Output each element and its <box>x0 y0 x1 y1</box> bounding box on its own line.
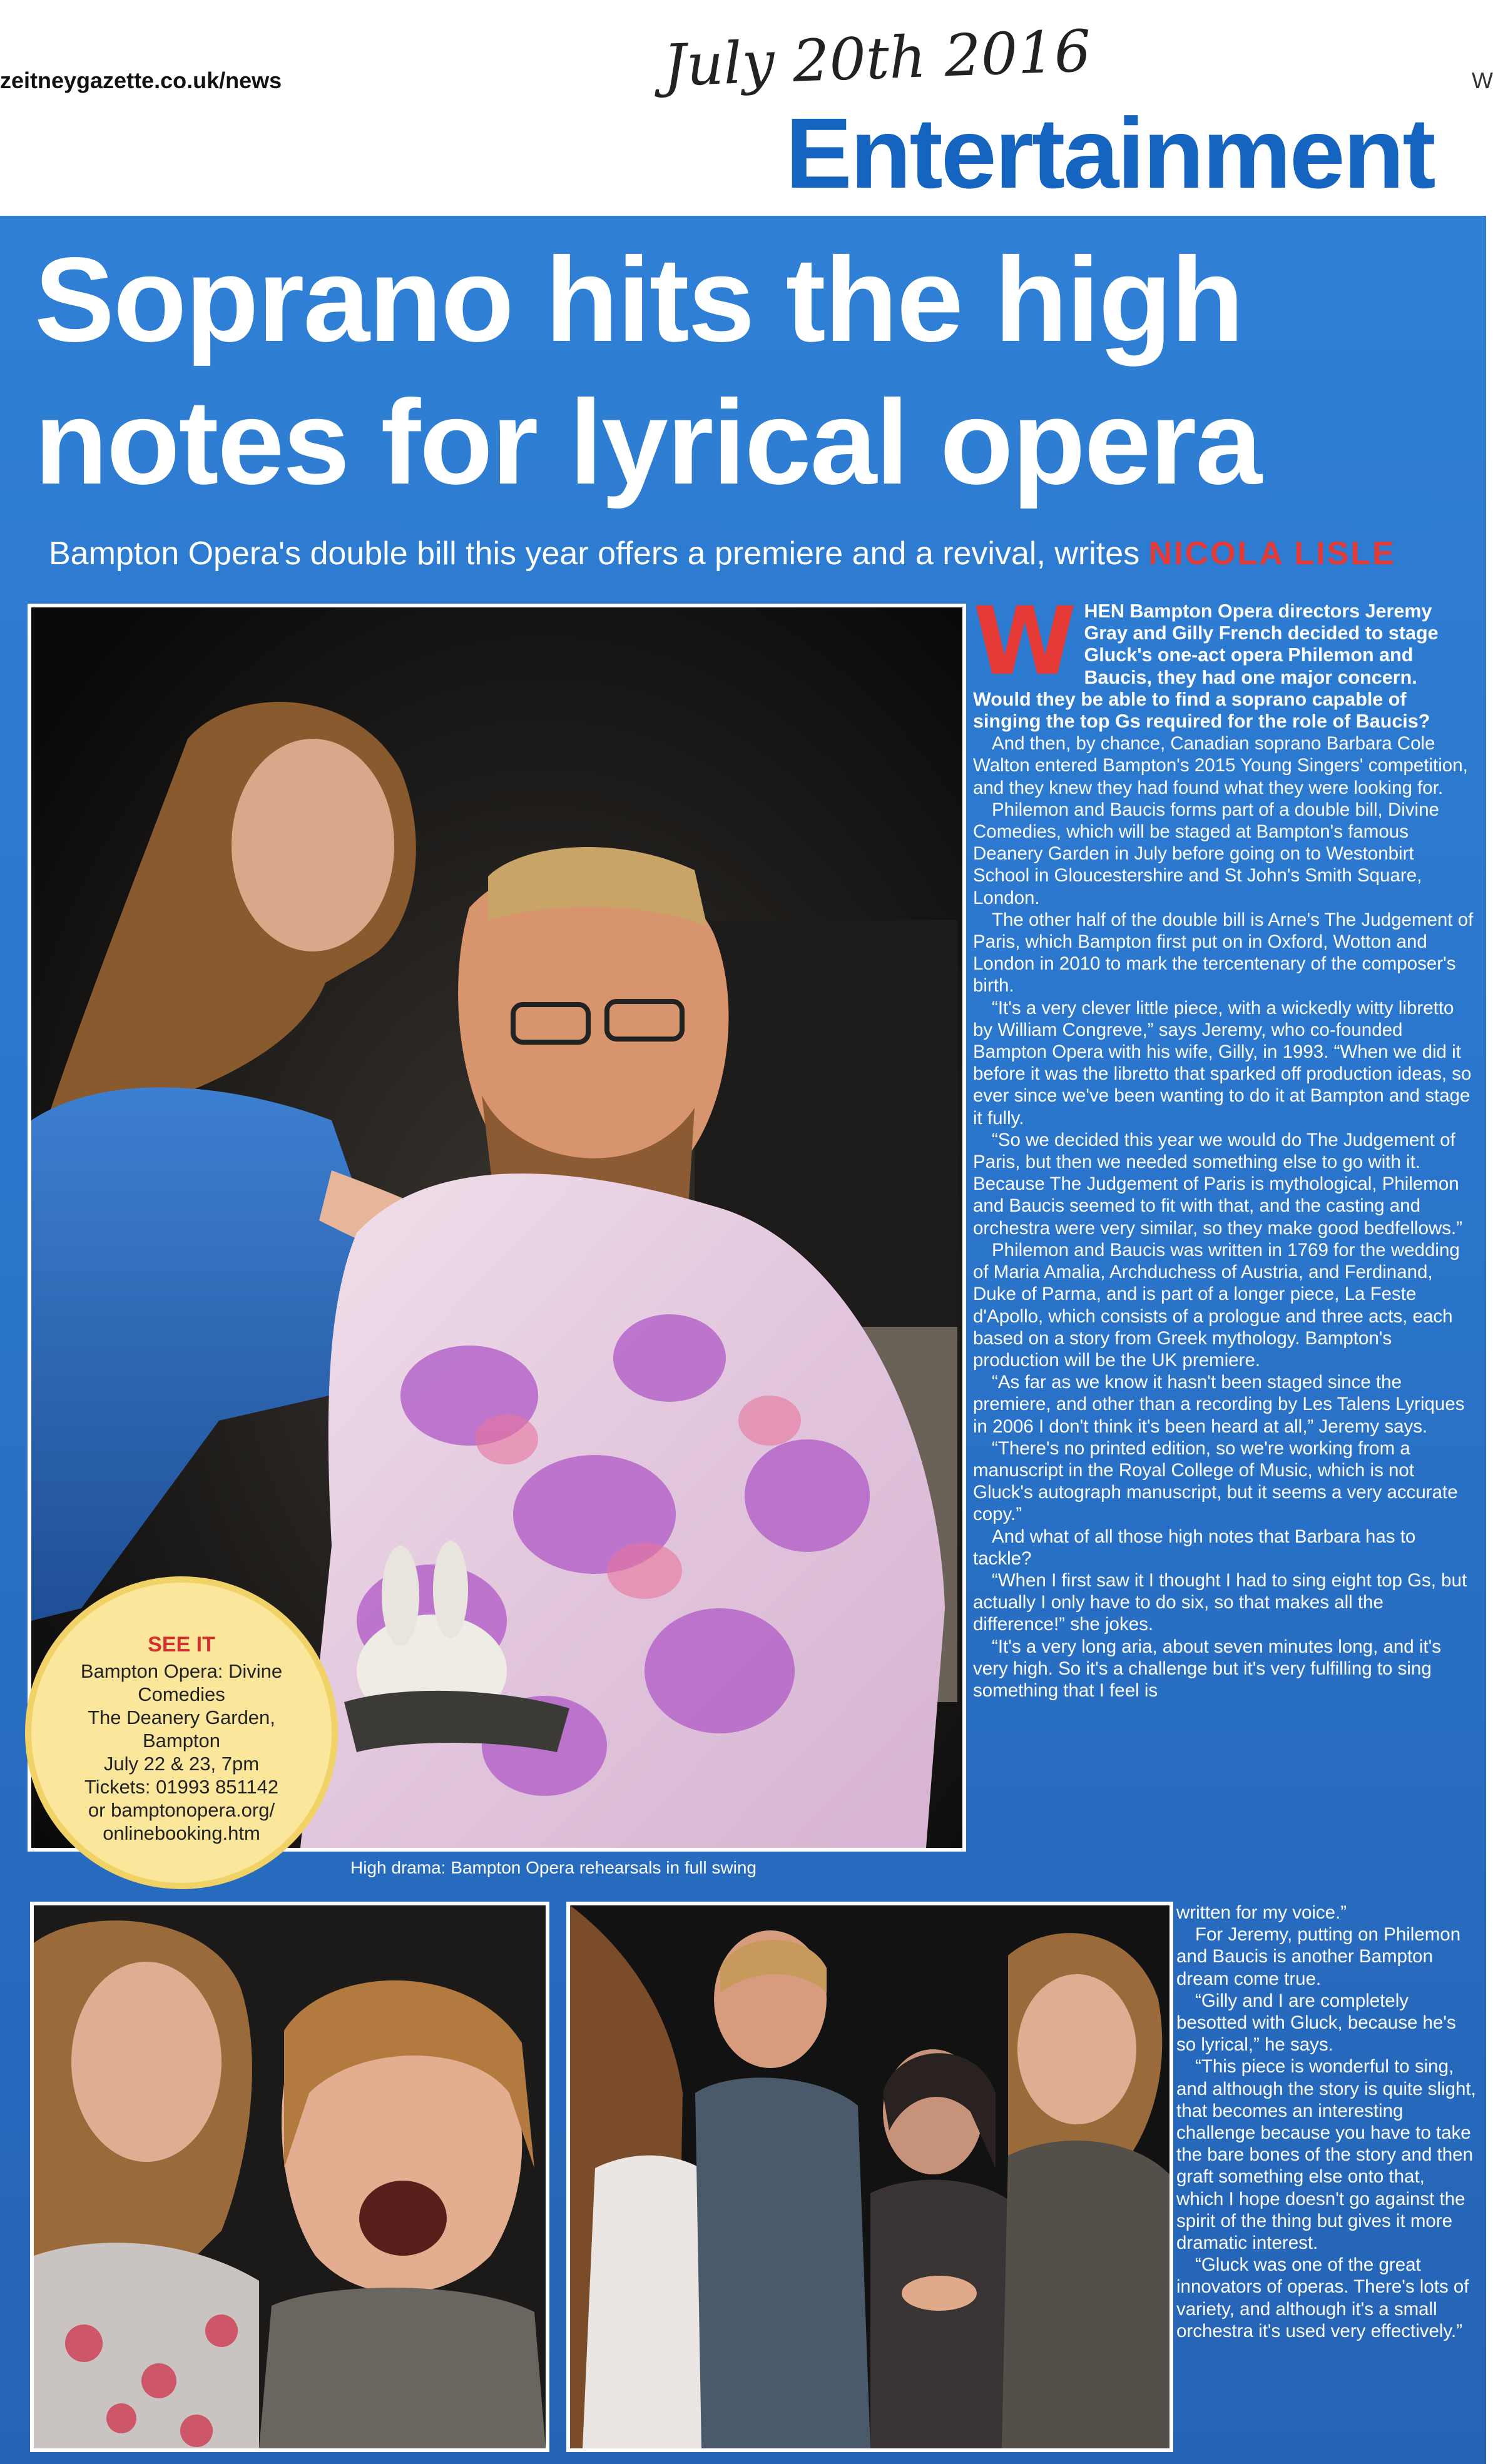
article-paragraph: “Gilly and I are completely besotted with Gluck, because he's so lyrical,” he says. <box>1176 1990 1456 2056</box>
article-continuation: written for my voice.” <box>1176 1902 1347 1923</box>
article-paragraph: And then, by chance, Canadian soprano Barbara Cole Walton entered Bampton's 2015 Young Singers' competition, and they knew they had found what they were looking for. <box>973 733 1468 798</box>
see-it-line: The Deanery Garden, <box>88 1706 275 1728</box>
article-paragraph: “It's a very clever little piece, with a wickedly witty libretto by William Congreve,” says Jeremy, who co-founded Bampton Opera with his wife, Gilly, in 1993. “When we did it before it was the libretto that sparked off production ideas, so ever since we've been wanting to do it at Bampton and stage it fully. <box>973 997 1472 1128</box>
article-paragraph: “As far as we know it hasn't been staged since the premiere, and other than a recording by Les Talens Lyriques in 2006 I don't think it's been heard at all,” Jeremy says. <box>973 1372 1465 1437</box>
bottom-photo-left-image <box>34 1905 546 2448</box>
article-paragraph: Philemon and Baucis forms part of a double bill, Divine Comedies, which will be staged at Bampton's famous Deanery Garden in July before going on to Westonbirt School in Gloucestershire and St John's Smith Square, London. <box>973 799 1439 908</box>
headline <box>34 228 1474 514</box>
article-paragraph: “So we decided this year we would do The Judgement of Paris, but then we needed something else to go with it. Because The Judgement of Paris is mythological, Philemon and Baucis seemed to fit with that, and the casting and orchestra were very similar, so they make good bedfellows.” <box>973 1129 1463 1239</box>
headline-line-1: Soprano hits the high <box>34 232 1243 367</box>
standfirst <box>49 535 1396 572</box>
see-it-line: Bampton <box>142 1730 221 1752</box>
see-it-line: onlinebooking.htm <box>103 1822 260 1844</box>
standfirst-text: Bampton Opera's double bill this year offers a premiere and a revival, writes <box>49 535 1149 572</box>
see-it-roundel <box>25 1576 338 1889</box>
article-lead: HEN Bampton Opera directors Jeremy Gray and Gilly French decided to stage Gluck's one-act opera Philemon and Baucis, they had one major concern. Would they be able to find a soprano capable of singing the top Gs required for the role of Baucis? <box>973 601 1439 733</box>
drop-cap: W <box>973 587 1077 696</box>
byline: NICOLA LISLE <box>1148 535 1396 572</box>
article-body-continued <box>1176 1902 1477 2342</box>
article-paragraph: And what of all those high notes that Barbara has to tackle? <box>973 1526 1416 1569</box>
see-it-line: July 22 & 23, 7pm <box>103 1753 260 1775</box>
bottom-photo-left <box>30 1902 549 2452</box>
edge-letter: W <box>1472 68 1493 93</box>
article-body <box>973 587 1474 1701</box>
see-it-heading: SEE IT <box>148 1633 215 1656</box>
see-it-line: Tickets: 01993 851142 <box>84 1776 279 1798</box>
bottom-photo-right-image <box>570 1905 1169 2448</box>
article-paragraph: “It's a very long aria, about seven minutes long, and it's very high. So it's a challenge but it's very fulfilling to sing something that I feel is <box>973 1636 1442 1701</box>
section-title: Entertainment <box>785 97 1434 209</box>
article-paragraph: “This piece is wonderful to sing, and although the story is quite slight, that becomes an interesting challenge because you have to take the bare bones of the story and then graft something else onto that, which I hope doesn't go against the spirit of the thing but gives it more dramatic interest. <box>1176 2056 1476 2254</box>
article-paragraph: “Gluck was one of the great innovators of operas. There's lots of variety, and although it's a small orchestra it's used very effectively.” <box>1176 2254 1469 2341</box>
headline-line-2: notes for lyrical opera <box>34 375 1261 509</box>
article-paragraph: Philemon and Baucis was written in 1769 for the wedding of Maria Amalia, Archduchess of Austria, and Ferdinand, Duke of Parma, and is part of a longer piece, La Feste d'Apollo, which consists of a prologue and three acts, each based on a story from Greek mythology. Bampton's production will be the UK premiere. <box>973 1239 1460 1371</box>
handwritten-date: July 20th 2016 <box>662 18 1093 99</box>
article-paragraph: “There's no printed edition, so we're working from a manuscript in the Royal College of Music, which is not Gluck's autograph manuscript, but it seems a very accurate copy.” <box>973 1437 1458 1525</box>
article-paragraph: The other half of the double bill is Arne's The Judgement of Paris, which Bampton first put on in Oxford, Wotton and London in 2010 to mark the tercentenary of the composer's birth. <box>973 909 1474 996</box>
article-paragraph: For Jeremy, putting on Philemon and Baucis is another Bampton dream come true. <box>1176 1924 1461 1989</box>
see-it-line: Bampton Opera: Divine <box>80 1660 283 1682</box>
bottom-photo-right <box>566 1902 1173 2452</box>
see-it-line: or bamptonopera.org/ <box>88 1799 275 1821</box>
article-paragraph: “When I first saw it I thought I had to sing eight top Gs, but actually I only have to do six, so that makes all the difference!” she jokes. <box>973 1569 1467 1635</box>
site-url: zeitneygazette.co.uk/news <box>0 68 282 93</box>
photo-caption: High drama: Bampton Opera rehearsals in full swing <box>350 1858 757 1877</box>
see-it-line: Comedies <box>138 1683 225 1705</box>
